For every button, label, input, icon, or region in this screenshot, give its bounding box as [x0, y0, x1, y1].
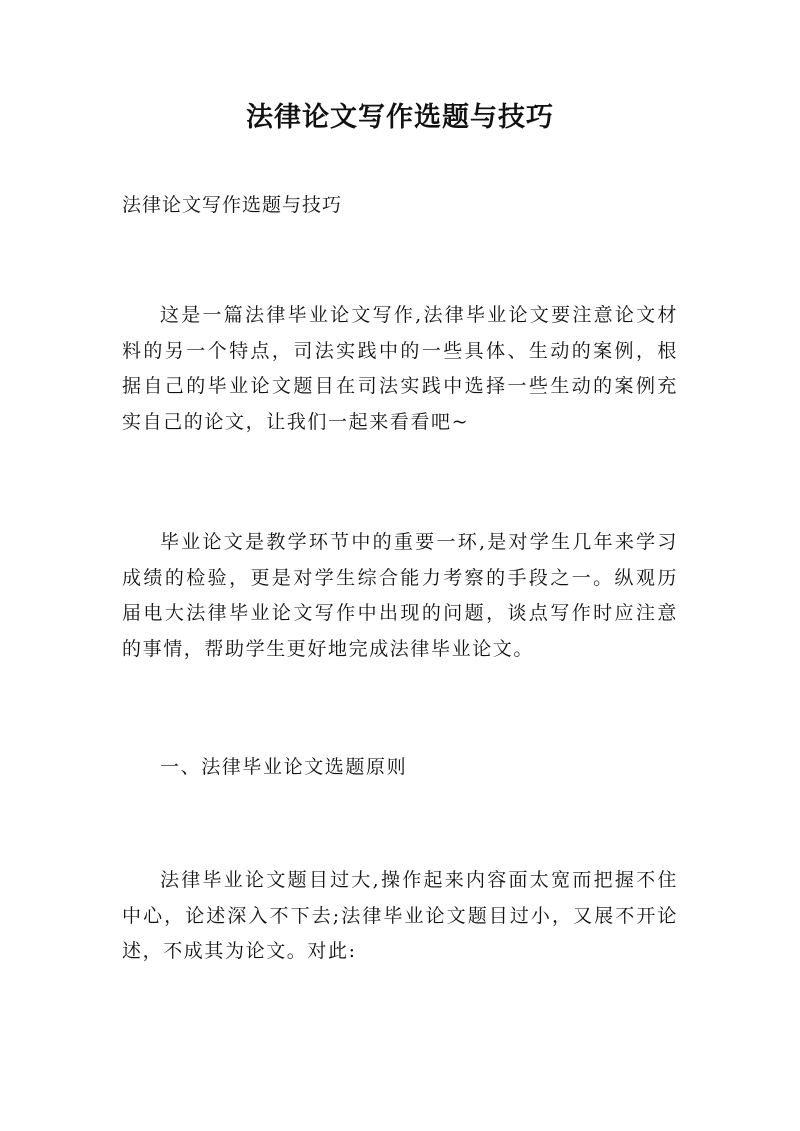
body-paragraph: 毕业论文是教学环节中的重要一环,是对学生几年来学习成绩的检验，更是对学生综合能力考察的手段之一。纵观历届电大法律毕业论文写作中出现的问题，谈点写作时应注意的事情，帮助学生更好地完成法律毕业论文。 — [122, 531, 678, 660]
document-title: 法律论文写作选题与技巧 — [246, 102, 554, 133]
intro-paragraph: 这是一篇法律毕业论文写作,法律毕业论文要注意论文材料的另一个特点，司法实践中的一些具体、生动的案例，根据自己的毕业论文题目在司法实践中选择一些生动的案例充实自己的论文，让我们一起来看看吧~ — [122, 304, 678, 433]
body-paragraph: 法律毕业论文题目过大,操作起来内容面太宽而把握不住中心，论述深入不下去;法律毕业论文题目过小，又展不开论述，不成其为论文。对此: — [122, 869, 678, 962]
document-subtitle: 法律论文写作选题与技巧 — [122, 194, 343, 216]
section-heading: 一、法律毕业论文选题原则 — [160, 756, 408, 778]
